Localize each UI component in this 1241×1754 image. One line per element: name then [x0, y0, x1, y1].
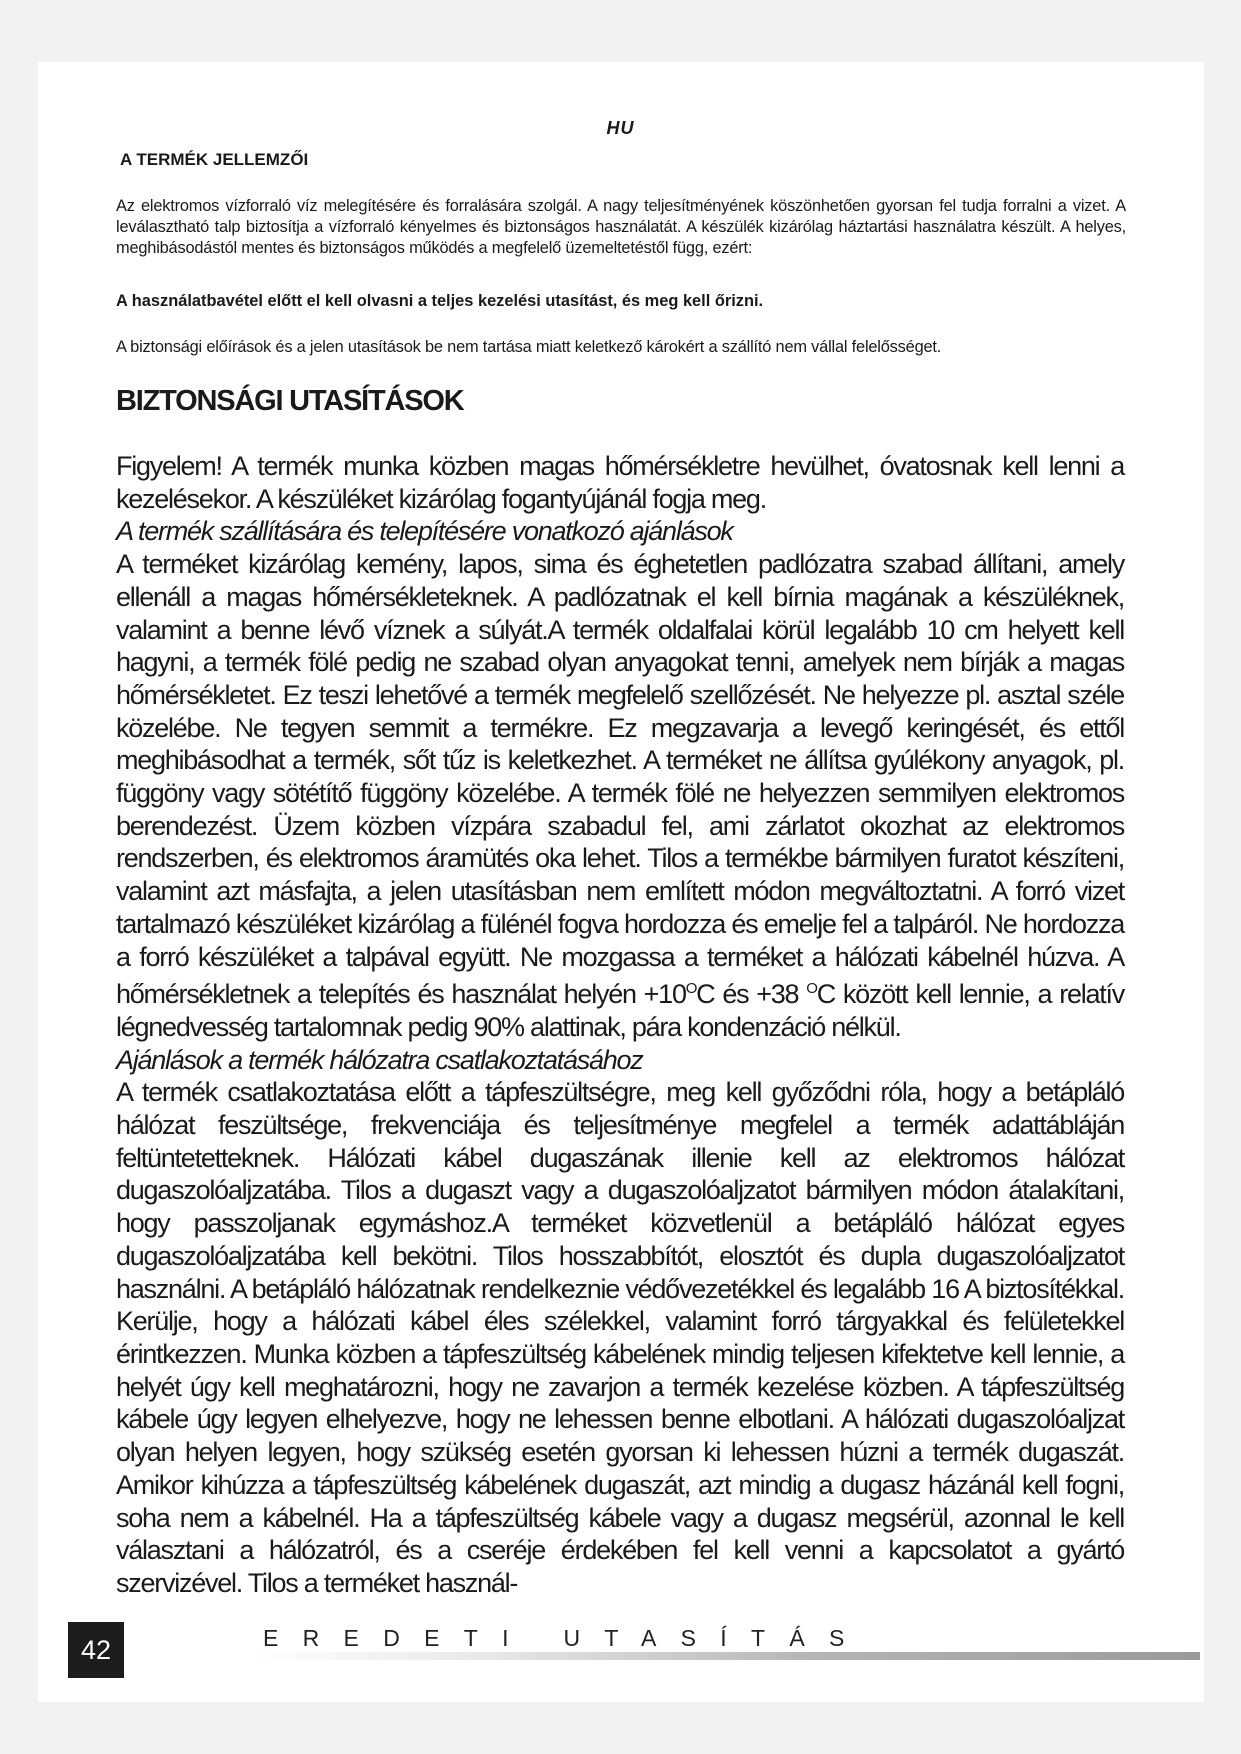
liability-disclaimer: A biztonsági előírások és a jelen utasítások be nem tartása miatt keletkező károkért a szállító nem vállal felelősséget. [116, 338, 942, 356]
read-manual-warning: A használatbavétel előtt el kell olvasni a teljes kezelési utasítást, és meg kell őrizni. [116, 292, 764, 310]
intro-paragraph: Az elektromos vízforraló víz melegítésére és forralására szolgál. A nagy teljesítményének köszönhetően gyorsan fel tudja forralni a vizet. A leválasztható talp biztosítja a vízforraló kényelmes és biztonságos használatát. A készülék kizárólag háztartási használatra készült. A helyes, meghibásodástól mentes és biztonságos működés a megfelelő üzemeltetéstől függ, ezért: [116, 197, 1126, 257]
transport-subheading: A termék szállítására és telepítésére vonatkozó ajánlások [116, 516, 733, 547]
transport-text-3: C között kell lennie, a relatív légnedvesség tartalomnak pedig 90% alattinak, pára kondenzáció nélkül. [116, 979, 1124, 1042]
section-title: A TERMÉK JELLEMZŐI [120, 150, 309, 169]
footer-gradient-bar [250, 1652, 1200, 1660]
footer-label: EREDETI UTASÍTÁS [263, 1625, 869, 1651]
safety-body [116, 450, 1124, 1600]
temp-unit-superscript-2: O [806, 980, 817, 998]
transport-text-1: A terméket kizárólag kemény, lapos, sima és éghetetlen padlózatra szabad állítani, amely ellenáll a magas hőmérsékleteknek. A padlózatnak el kell bírnia magának a készüléknek, valamint a benne lévő víznek a súlyát.A termék oldalfalai körül legalább 10 cm helyett kell hagyni, a termék fölé pedig ne szabad olyan anyagokat tenni, amelyek nem bírják a magas hőmérsékletet. Ez teszi lehetővé a termék megfelelő szellőzését. Ne helyezze pl. asztal széle közelébe. Ne tegyen semmit a termékre. Ez megzavarja a levegő keringését, és ettől meghibásodhat a termék, sőt tűz is keletkezhet. A terméket ne állítsa gyúlékony anyagok, pl. függöny vagy sötétítő függöny közelébe. A termék fölé ne helyezzen semmilyen elektromos berendezést. Üzem közben vízpára szabadul fel, ami zárlatot okozhat az elektromos rendszerben, és elektromos áramütés oka lehet. Tilos a termékbe bármilyen furatot készíteni, valamint azt másfajta, a jelen utasításban nem említett módon megváltoztatni. A forró vizet tartalmazó készüléket kizárólag a fülénél fogva hordozza és emelje fel a talpáról. Ne hordozza a forró készüléket a talpával együtt. Ne mozgassa a terméket a hálózati kábelnél húzva. A hőmérsékletnek a telepítés és használat helyén +10 [116, 549, 1124, 1010]
language-code: HU [606, 118, 635, 138]
transport-paragraph [116, 548, 1124, 1044]
network-paragraph: A termék csatlakoztatása előtt a tápfeszültségre, meg kell győződni róla, hogy a betápláló hálózat feszültsége, frekvenciája és teljesítménye megfelel a termék adattábláján feltüntetetteknek. Hálózati kábel dugaszának illenie kell az elektromos hálózat dugaszolóaljzatába. Tilos a dugaszt vagy a dugaszolóaljzatot bármilyen módon átalakítani, hogy passzoljanak egymáshoz.A terméket közvetlenül a betápláló hálózat egyes dugaszolóaljzatába kell bekötni. Tilos hosszabbítót, elosztót és dupla dugaszolóaljzatot használni. A betápláló hálózatnak rendelkeznie védővezetékkel és legalább 16 A biztosítékkal. Kerülje, hogy a hálózati kábel éles szélekkel, valamint forró tárgyakkal és felületekkel érintkezzen. Munka közben a tápfeszültség kábelének mindig teljesen kifektetve kell lennie, a helyét úgy kell meghatározni, hogy ne zavarjon a termék kezelése közben. A tápfeszültség kábele úgy legyen elhelyezve, hogy ne lehessen benne elbotlani. A hálózati dugaszolóaljzat olyan helyen legyen, hogy szükség esetén gyorsan ki lehessen húzni a termék dugaszát. Amikor kihúzza a tápfeszültség kábelének dugaszát, azt mindig a dugasz házánál kell fogni, soha nem a kábelnél. Ha a tápfeszültség kábele vagy a dugasz megsérül, azonnal le kell választani a hálózatról, és a cseréje érdekében fel kell venni a kapcsolatot a gyártó szervizével. Tilos a terméket használ- [116, 1077, 1124, 1598]
network-subheading: Ajánlások a termék hálózatra csatlakoztatásához [116, 1044, 643, 1075]
caution-paragraph: Figyelem! A termék munka közben magas hőmérsékletre hevülhet, óvatosnak kell lenni a kezelésekor. A készüléket kizárólag fogantyújánál fogja meg. [116, 451, 1124, 514]
page-number: 42 [68, 1622, 124, 1678]
safety-heading: BIZTONSÁGI UTASÍTÁSOK [116, 385, 464, 417]
temp-unit-superscript-1: O [685, 980, 697, 998]
transport-text-2: C és +38 [696, 979, 799, 1010]
